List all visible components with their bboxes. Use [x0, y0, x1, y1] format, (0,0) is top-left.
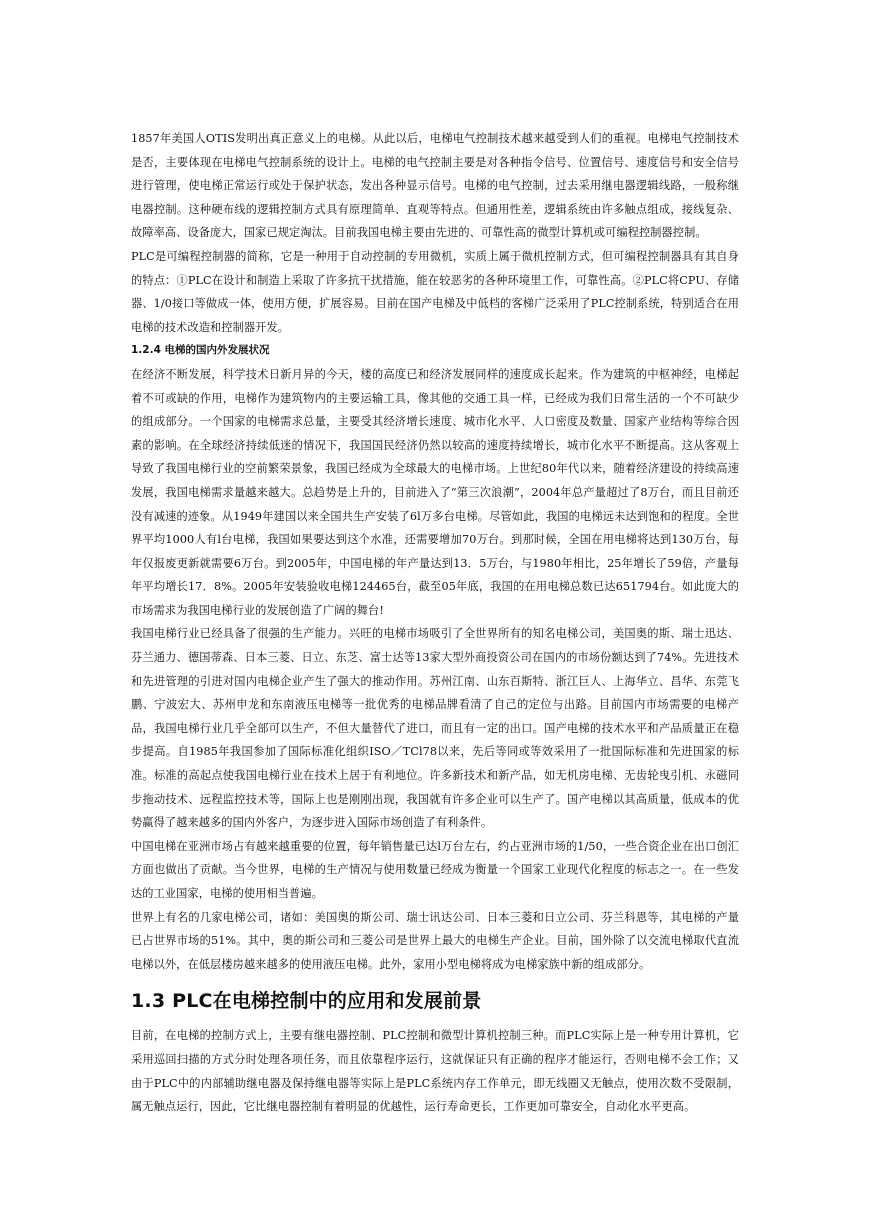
- subsection-heading-1-2-4: 1.2.4 电梯的国内外发展状况: [131, 344, 270, 357]
- paragraph-asia-market: 中国电梯在亚洲市场占有越来越重要的位置，每年销售量已达l万台左右，约占亚洲市场的1/50，一些合资企业在出口创汇方面也做出了贡献。当今世界，电梯的生产情况与使用数量已经成为衡量一个国家工业现代化程度的标志之一。在一些发达的工业国家，电梯的使用相当普遍。: [131, 839, 739, 900]
- document-page: [131, 127, 739, 1119]
- paragraph-otis-history: 1857年美国人OTIS发明出真正意义上的电梯。从此以后，电梯电气控制技术越来越受到人们的重视。电梯电气控制技术是否，主要体现在电梯电气控制系统的设计上。电梯的电气控制主要是对各种指令信号、位置信号、速度信号和安全信号进行管理，使电梯正常运行或处于保护状态，发出各种显示信号。电梯的电气控制，过去采用继电器逻辑线路，一般称继电器控制。这种硬布线的逻辑控制方式具有原理简单、直观等特点。但通用性差，逻辑系统由许多触点组成，接线复杂、故障率高、设备庞大，国家已规定淘汰。目前我国电梯主要由先进的、可靠性高的微型计算机或可编程控制器控制。: [131, 132, 739, 240]
- paragraph-domestic-market: 在经济不断发展，科学技术日新月异的今天，楼的高度已和经济发展同样的速度成长起来。作为建筑的中枢神经，电梯起着不可或缺的作用，电梯作为建筑物内的主要运输工具，像其他的交通工具一样，已经成为我们日常生活的一个不可缺少的组成部分。一个国家的电梯需求总量，主要受其经济增长速度、城市化水平、人口密度及数量、国家产业结构等综合因素的影响。在全球经济持续低迷的情况下，我国国民经济仍然以较高的速度持续增长，城市化水平不断提高。这从客观上导致了我国电梯行业的空前繁荣景象，我国已经成为全球最大的电梯市场。上世纪80年代以来，随着经济建设的持续高速发展，我国电梯需求量越来越大。总趋势是上升的，目前进入了“第三次浪潮”，2004年总产量超过了8万台，而且目前还没有减速的迹象。从1949年建国以来全国共生产安装了6l万多台电梯。尽管如此，我国的电梯远未达到饱和的程度。全世界平均1000人有l台电梯，我国如果要达到这个水准，还需要增加70万台。到那时候，全国在用电梯将达到130万台，每年仅报废更新就需要6万台。到2005年，中国电梯的年产量达到13．5万台，与1980年相比，25年增长了59倍，产量每年平均增长17．8%。2005年安装验收电梯124465台，截至05年底，我国的在用电梯总数已达651794台。如此庞大的市场需求为我国电梯行业的发展创造了广阔的舞台!: [131, 367, 739, 617]
- paragraph-production-capacity: 我国电梯行业已经具备了很强的生产能力。兴旺的电梯市场吸引了全世界所有的知名电梯公司，美国奥的斯、瑞士迅达、芬兰通力、德国蒂森、日本三菱、日立、东芝、富士达等13家大型外商投资公司在国内的市场份额达到了74%。先进技术和先进管理的引进对国内电梯企业产生了强大的推动作用。苏州江南、山东百斯特、浙江巨人、上海华立、昌华、东莞飞鹏、宁波宏大、苏州申龙和东南液压电梯等一批优秀的电梯品牌看清了自己的定位与出路。目前国内市场需要的电梯产品，我国电梯行业几乎全部可以生产，不但大量替代了进口，而且有一定的出口。国产电梯的技术水平和产品质量正在稳步提高。自1985年我国参加了国际标准化组织ISO／TCl78以来，先后等同或等效采用了一批国际标准和先进国家的标准。标准的高起点使我国电梯行业在技术上居于有利地位。许多新技术和新产品，如无机房电梯、无齿轮曳引机、永磁同步拖动技术、远程监控技术等，国际上也是刚刚出现，我国就有许多企业可以生产了。国产电梯以其高质量，低成本的优势赢得了越来越多的国内外客户，为逐步进入国际市场创造了有利条件。: [131, 627, 739, 830]
- paragraph-plc-application: 目前，在电梯的控制方式上，主要有继电器控制、PLC控制和微型计算机控制三种。而PLC实际上是一种专用计算机，它采用巡回扫描的方式分时处理各项任务，而且依靠程序运行，这就保证只有正确的程序才能运行，否则电梯不会工作；又由于PLC中的内部辅助继电器及保持继电器等实际上是PLC系统内存工作单元，即无线圈又无触点，使用次数不受限制，属无触点运行，因此，它比继电器控制有着明显的优越性，运行寿命更长，工作更加可靠安全，自动化水平更高。: [131, 1029, 739, 1114]
- paragraph-plc-definition: PLC是可编程控制器的简称，它是一种用于自动控制的专用微机，实质上属于微机控制方式，但可编程控制器具有其自身的特点：①PLC在设计和制造上采取了许多抗干扰措施，能在较恶劣的各种环境里工作，可靠性高。②PLC将CPU、存储器、1/0接口等做成一体，使用方便，扩展容易。目前在国产电梯及中低档的客梯广泛采用了PLC控制系统，特别适合在用电梯的技术改造和控制器开发。: [131, 249, 739, 334]
- section-heading-1-3: 1.3 PLC在电梯控制中的应用和发展前景: [131, 990, 482, 1013]
- paragraph-world-companies: 世界上有名的几家电梯公司，诸如：美国奥的斯公司、瑞士讯达公司、日本三菱和日立公司、芬兰科恩等，其电梯的产量已占世界市场的51%。其中，奥的斯公司和三菱公司是世界上最大的电梯生产企业。目前，国外除了以交流电梯取代直流电梯以外，在低层楼房越来越多的使用液压电梯。此外，家用小型电梯将成为电梯家族中新的组成部分。: [131, 910, 739, 971]
